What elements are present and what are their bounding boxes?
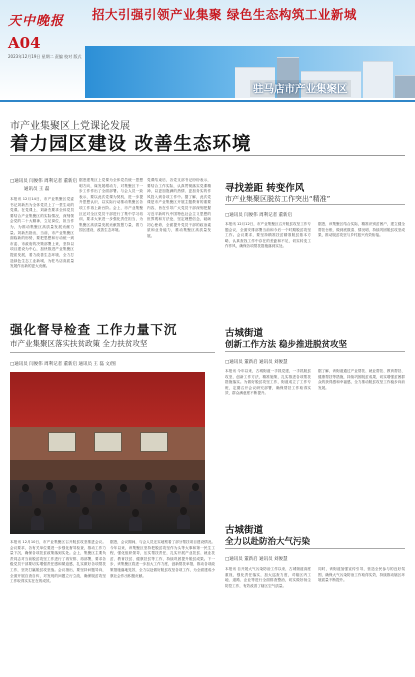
lead-headline: 着力园区建设 改善生态环境 — [10, 134, 252, 155]
page-header — [0, 0, 415, 100]
side2-subheadline: 创新工作方法 稳步推进脱贫攻坚 — [225, 340, 347, 350]
header-divider — [0, 100, 415, 102]
side2-body-col2: 据了解，该街道通过产业帮扶、就业帮扶、教育帮扶、健康帮扶等措施，持续巩固脱贫成果，切实增强贫困群众的获得感和幸福感，全力推动脱贫攻坚工作稳步向前发展。 — [318, 369, 405, 390]
header-slogan: 招大引强引领产业集聚 绿色生态构筑工业新城 — [92, 7, 357, 22]
side3-body-col1: 本报讯 自开展大气污染防治工作以来，古城街道高度重视，强化责任落实，加大巡查力度，对辖区内工地、道路、企业等进行全面排查整治，切实做好扬尘防控工作，有效改善了辖区空气质量。 — [225, 567, 311, 588]
side2-headline: 古城街道 — [225, 328, 264, 339]
side1-subheadline: 市产业集聚区脱贫工作突出“精准” — [225, 195, 331, 203]
date-info: 2023年12月19日 星期二 责编 校对 版式 — [8, 54, 82, 59]
lead-divider — [10, 155, 405, 156]
side2-byline: □通讯员 董新启 通讯员 刘俊慧 — [225, 360, 288, 365]
mid-byline: □通讯员 闫俊伟 周利记者 董新启 通讯员 王 磊 文/图 — [10, 362, 116, 367]
side2-divider — [225, 351, 405, 352]
mid-divider — [10, 352, 215, 353]
side2-body-col1: 本报讯 今年以来，古城街道一手抓党建，一手抓脱贫攻坚，创新工作方法，精准施策，扎实推进各项帮扶措施落实。为做好脱贫攻坚工作，街道成立了工作专班，定期召开会议研究部署，确保帮扶工作取得实效，群众满意度不断提升。 — [225, 369, 311, 396]
side1-body-col1: 本报讯 12月12日，市产业集聚区召开脱贫攻坚工作专题会议，全面安排部署当前和今后一个时期脱贫攻坚工作。会议要求，要坚持精准扶贫精准脱贫基本方略，认真查找工作中存在的差距和不足，切实转变工作作风，确保各项帮扶措施落到实处。 — [225, 222, 311, 249]
side1-divider — [225, 204, 405, 205]
mid-body-col1: 本报讯 12月10日，市产业集聚区召开脱贫攻坚推进会议。会议要求，各有关单位要进一步强化督导检查，推动工作力量下沉，确保各项扶贫政策落到实处。会上，集聚区主要负责同志对当前脱贫攻坚工作进行了再安排、再部署，要求各级党员干部要切实增强责任感和紧迫感，扎实做好各项帮扶工作，坚决打赢脱贫攻坚战。会议指出，要坚持问题导向，全面开展自查自纠，对发现的问题立行立改，确保脱贫攻坚工作取得实实在在的成效。 — [10, 540, 106, 584]
side1-byline: □通讯员 闫俊伟 周利记者 董新启 — [225, 213, 293, 218]
mid-headline: 强化督导检查 工作力量下沉 — [10, 322, 178, 337]
lead-byline: □通讯员 闫俊伟 周利记者 董新启 — [10, 179, 78, 184]
mid-body-col2: 据悉，会议期间，与会人员还实地察看了部分帮扶项目建设情况。今年以来，该集聚区坚持把脱贫攻坚作为头等大事和第一民生工程，强化组织领导，压实帮扶责任，扎实开展产业扶贫、就业扶贫、教育扶贫、健康扶贫等工作，持续巩固提升脱贫成果。下一步，该集聚区将进一步加大工作力度，创新帮扶举措，推动各项政策措施落地见效，全力以赴做好脱贫攻坚各项工作，为全面建成小康社会作出积极贡献。 — [110, 540, 215, 578]
masthead-logo: 天中晚报 — [8, 14, 65, 29]
meeting-photo — [10, 372, 205, 534]
section-tag: 驻马店市产业集聚区 — [250, 80, 351, 97]
page-number: A04 — [8, 34, 41, 52]
side3-headline: 古城街道 — [225, 525, 264, 536]
lead-body-col1: 本报讯 12月14日，市产业集聚区党委书记刘新杰为全体党员上了一堂生动的党课。在党课上，刘新杰要求全体党员要结合产业集聚区的实际情况，深刻领会党的二十大精神，立足岗位，担当作为，为推动集聚区高质量发展贡献力量。刘新杰指出，当前，市产业集聚区面临新的形势，要把思想和行动统一到市委、市政府的决策部署上来，坚持以项目建设为中心，加快推进产业集聚区提质发展，着力改善生态环境，全力打造绿色生态工业新城，为驻马店高质量发展作出新的更大贡献。 — [10, 197, 74, 269]
side3-divider — [225, 548, 405, 549]
mid-subheadline: 市产业集聚区落实扶贫政策 全力扶贫攻坚 — [10, 339, 148, 348]
side3-subheadline: 全力以赴防治大气污染 — [225, 537, 311, 547]
side1-body-col2: 据悉，该集聚区结合实际，精准识别贫困户，建立健全帮扶台账，做到底数清、情况明，持续巩固脱贫攻坚成果，推动脱贫攻坚与乡村振兴有效衔接。 — [318, 222, 405, 238]
side3-byline: □通讯员 董新启 通讯员 刘俊慧 — [225, 557, 288, 562]
side3-body-col2: 同时，该街道加强宣传引导，营造全民参与的良好氛围，确保大气污染防治工作取得实效，持续推动辖区环境质量不断提升。 — [318, 567, 405, 583]
lead-byline-2: 通讯员 王 磊 — [24, 187, 50, 192]
side1-headline: 寻找差距 转变作风 — [225, 183, 305, 194]
lead-body-col3: 党课结束后，各党支部书记纷纷表示，要结合工作实际，认真贯彻落实党课精神，以更加饱满的热情、更加务实的作风投入到各项工作中。据了解，此次党课是市产业集聚区开展主题教育的重要内容，旨在引导广大党员干部深刻把握习近平新时代中国特色社会主义思想的世界观和方法论，坚定理想信念，砥砺初心使命，全面提升党员干部的政治素质和业务能力，推动集聚区高质量发展。 — [147, 178, 211, 238]
lead-kicker: 市产业集聚区上党课论发展 — [10, 121, 130, 132]
lead-body-col2: 据悉建集区上党课为全体党员统一思想明方向，谋发展增动力，对集聚区下一步工作作出了全面部署。与会人员一致表示，要以此次党课为契机，进一步提升思想认识，以实际行动推动集聚区各项工作再上新台阶。会上，市产业集聚区还对全区党员干部进行了集中学习培训，要求大家进一步强化责任担当，为集聚区高质量发展贡献智慧力量，着力园区建设，改善生态环境。 — [79, 178, 143, 233]
